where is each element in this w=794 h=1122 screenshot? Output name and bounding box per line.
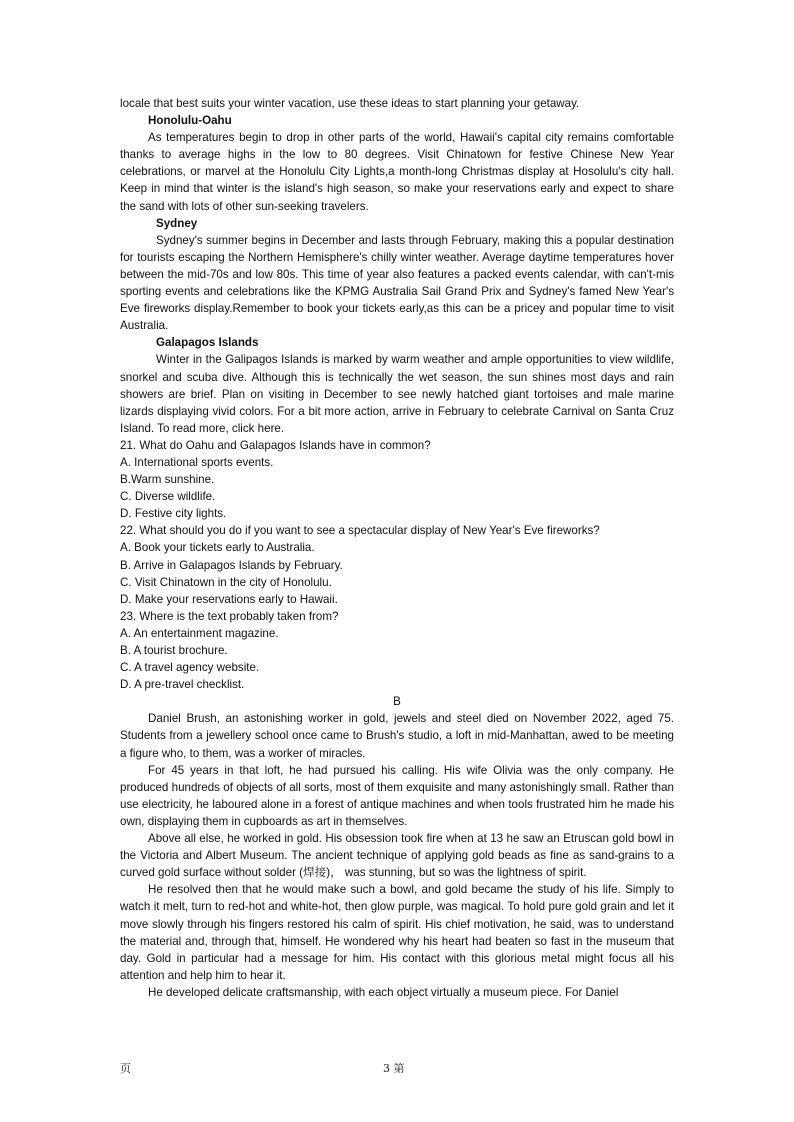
question-22-option-c: C. Visit Chinatown in the city of Honolulu. bbox=[120, 575, 332, 589]
question-22-option-d: D. Make your reservations early to Hawaii. bbox=[120, 592, 338, 606]
question-22-option-a: A. Book your tickets early to Australia. bbox=[120, 541, 315, 555]
question-21-stem: 21. What do Oahu and Galapagos Islands have in common? bbox=[120, 438, 431, 452]
passage-b-paragraph-1: Daniel Brush, an astonishing worker in gold, jewels and steel died on November 2022, aged 75. Students from a jewellery school once came to Brush's studio, a loft in mid-Manhattan, awed to be meeting a figure who, to them, was a worker of miracles. bbox=[120, 712, 674, 760]
question-22-stem: 22. What should you do if you want to see a spectacular display of New Year's Eve fireworks? bbox=[120, 524, 600, 538]
document-page bbox=[120, 95, 674, 1001]
question-23-option-c: C. A travel agency website. bbox=[120, 661, 260, 675]
question-22-option-b: B. Arrive in Galapagos Islands by February. bbox=[120, 558, 343, 572]
section-heading-honolulu: Honolulu-Oahu bbox=[148, 114, 232, 128]
passage-b-paragraph-5: He developed delicate craftsmanship, with each object virtually a museum piece. For Daniel bbox=[148, 985, 619, 999]
passage-a-intro: locale that best suits your winter vacation, use these ideas to start planning your getaway. bbox=[120, 97, 580, 110]
question-21-option-d: D. Festive city lights. bbox=[120, 507, 227, 521]
section-text-honolulu: As temperatures begin to drop in other parts of the world, Hawaii's capital city remains comfortable thanks to average highs in the low to 80 degrees. Visit Chinatown for festive Chinese New Year celebrations, or marvel at the Honolulu City Lights,a month-long Christmas display at Hosolulu's city hall. Keep in mind that winter is the island's high season, so make your reservations early and expect to share the sand with lots of other sun-seeking travelers. bbox=[120, 131, 674, 213]
page-footer bbox=[0, 1060, 794, 1076]
footer-page-number: 3 第 bbox=[383, 1062, 405, 1075]
question-23-option-a: A. An entertainment magazine. bbox=[120, 626, 279, 640]
passage-b-paragraph-3: Above all else, he worked in gold. His obsession took fire when at 13 he saw an Etruscan gold bowl in the Victoria and Albert Museum. The ancient technique of applying gold beads as fine as sand-grains to a curved gold surface without solder (焊接)， was stunning, but so was the lightness of spirit. bbox=[120, 832, 674, 880]
question-23-stem: 23. Where is the text probably taken from? bbox=[120, 609, 339, 623]
passage-b-label: B bbox=[393, 695, 401, 709]
question-21-option-b: B.Warm sunshine. bbox=[120, 473, 215, 487]
question-23-option-b: B. A tourist brochure. bbox=[120, 644, 228, 657]
section-text-sydney: Sydney's summer begins in December and lasts through February, making this a popular destination for tourists escaping the Northern Hemisphere's chilly winter weather. Average daytime temperatures hover between the mid-70s and low 80s. This time of year also features a packed events calendar, with can't-mis sporting events and celebrations like the KPMG Australia Sail Grand Prix and Sydney's famed New Year's Eve fireworks display.Remember to book your tickets early,as this can be a pricey and popular time to visit Australia. bbox=[120, 233, 674, 333]
passage-b-paragraph-4: He resolved then that he would make such a bowl, and gold became the study of his life. Simply to watch it melt, turn to red-hot and white-hot, then glow purple, was magical. To hold pure gold grain and let it move slowly through his fingers restored his calm of spirit. His chief motivation, he said, was to understand the material and, through that, himself. He wondered why his heart had beaten so fast in the museum that day. Gold in particular had a message for him. His contact with this glorious metal might focus all his attention and help him to hear it. bbox=[120, 883, 674, 982]
footer-left-text: 页 bbox=[120, 1062, 131, 1075]
section-text-galapagos: Winter in the Galipagos Islands is marked by warm weather and ample opportunities to view wildlife, snorkel and scuba dive. Although this is technically the wet season, the sun shines most days and rain showers are brief. Plan on visiting in December to see newly hatched giant tortoises and male marine lizards displaying vivid colors. For a bit more action, arrive in February to celebrate Carnival on Santa Cruz Island. To read more, click here. bbox=[120, 353, 674, 435]
question-23-option-d: D. A pre-travel checklist. bbox=[120, 678, 245, 692]
section-heading-galapagos: Galapagos Islands bbox=[156, 336, 259, 350]
section-heading-sydney: Sydney bbox=[156, 216, 198, 230]
passage-b-paragraph-2: For 45 years in that loft, he had pursued his calling. His wife Olivia was the only company. He produced hundreds of objects of all sorts, most of them exquisite and many astonishingly small. Rather than use electricity, he laboured alone in a forest of antique machines and when tools frustrated him he made his own, displaying them in cupboards as art in themselves. bbox=[120, 763, 674, 828]
question-21-option-c: C. Diverse wildlife. bbox=[120, 490, 216, 504]
question-21-option-a: A. International sports events. bbox=[120, 455, 274, 469]
